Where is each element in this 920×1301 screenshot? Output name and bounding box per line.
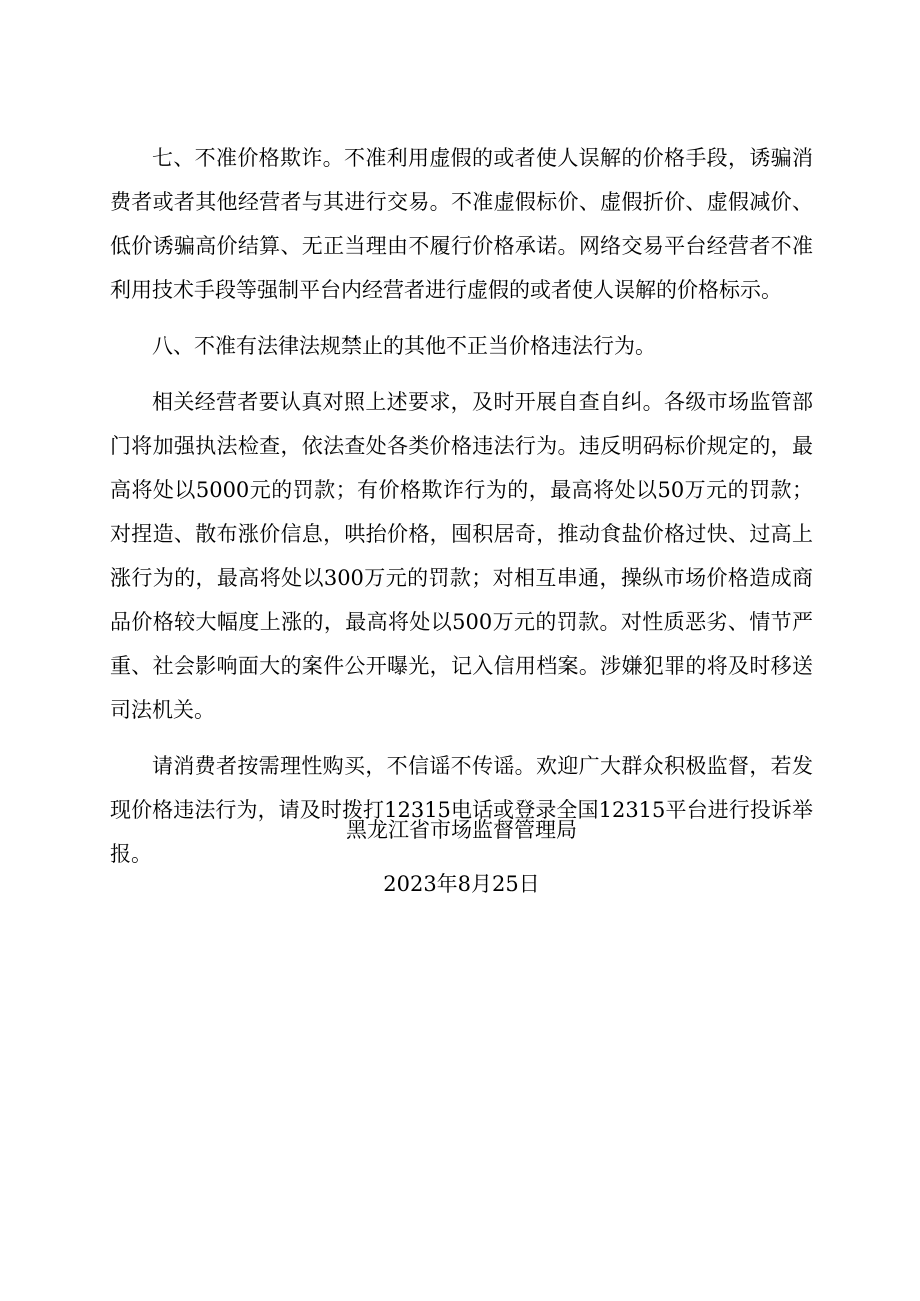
paragraph-penalties: 相关经营者要认真对照上述要求，及时开展自查自纠。各级市场监管部门将加强执法检查，依法查处各类价格违法行为。违反明码标价规定的，最高将处以5000元的罚款；有价格欺诈行为的，最高将处以50万元的罚款；对捏造、散布涨价信息，哄抬价格，囤积居奇，推动食盐价格过快、过高上涨行为的，最高将处以300万元的罚款；对相互串通，操纵市场价格造成商品价格较大幅度上涨的，最高将处以500万元的罚款。对性质恶劣、情节严重、社会影响面大的案件公开曝光，记入信用档案。涉嫌犯罪的将及时移送司法机关。 — [110, 390, 813, 722]
document-body — [110, 136, 813, 888]
paragraph-consumer-notice: 请消费者按需理性购买，不信谣不传谣。欢迎广大群众积极监督，若发现价格违法行为，请及时拨打12315电话或登录全国12315平台进行投诉举报。 — [110, 754, 813, 866]
paragraph-price-fraud: 七、不准价格欺诈。不准利用虚假的或者使人误解的价格手段，诱骗消费者或者其他经营者与其进行交易。不准虚假标价、虚假折价、虚假减价、低价诱骗高价结算、无正当理由不履行价格承诺。网络交易平台经营者不准利用技术手段等强制平台内经营者进行虚假的或者使人误解的价格标示。 — [110, 146, 813, 302]
paragraph-other-violations: 八、不准有法律法规禁止的其他不正当价格违法行为。 — [152, 334, 656, 358]
signature-organization: 黑龙江省市场监督管理局 — [346, 818, 577, 842]
signature-date: 2023年8月25日 — [383, 872, 540, 896]
